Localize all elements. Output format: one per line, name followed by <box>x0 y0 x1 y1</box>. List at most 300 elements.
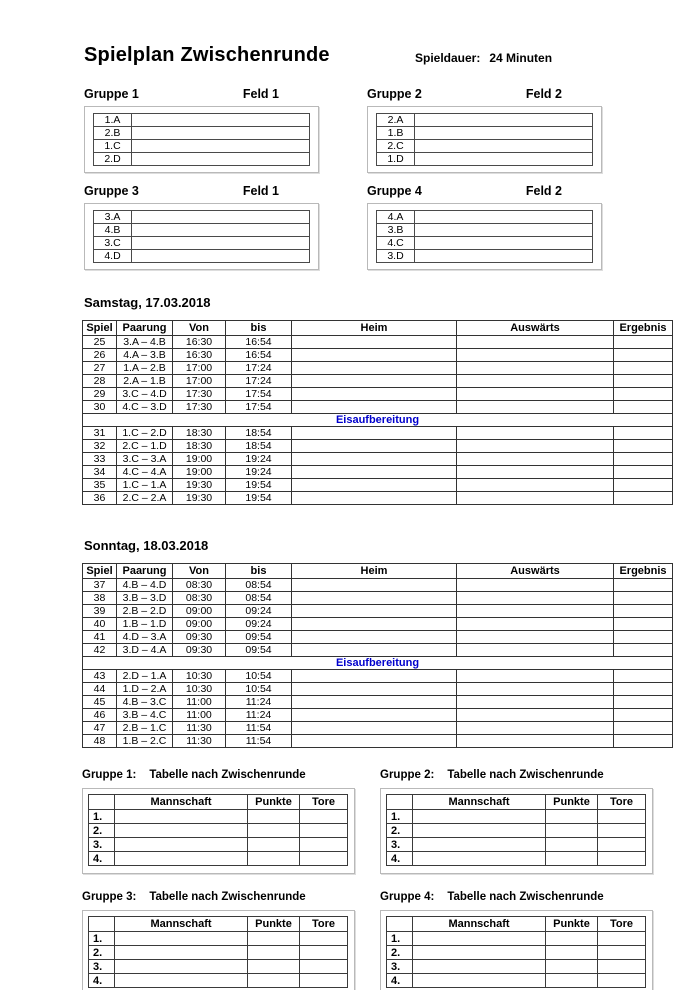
match-number-cell: 46 <box>83 709 117 722</box>
standings-header-row <box>89 917 348 932</box>
end-time-cell: 19:54 <box>226 479 292 492</box>
group-slot-row <box>377 224 593 237</box>
seed-label-cell: 1.A <box>94 114 132 127</box>
home-team-cell <box>292 349 457 362</box>
match-row <box>83 362 673 375</box>
start-time-cell: 09:00 <box>173 618 226 631</box>
standings-block <box>380 769 653 874</box>
column-header: bis <box>226 321 292 336</box>
column-header: Auswärts <box>457 564 614 579</box>
home-team-cell <box>292 440 457 453</box>
group-block <box>367 87 602 173</box>
goals-cell <box>598 974 646 988</box>
team-name-cell <box>132 114 310 127</box>
start-time-cell: 09:00 <box>173 605 226 618</box>
pairing-cell: 2.B – 2.D <box>117 605 173 618</box>
field-label: Feld 1 <box>242 184 279 198</box>
match-row <box>83 709 673 722</box>
team-cell <box>413 974 546 988</box>
standings-box <box>82 788 355 874</box>
rank-cell: 4. <box>387 852 413 866</box>
standings-title: Tabelle nach Zwischenrunde <box>149 769 306 781</box>
goals-cell <box>598 946 646 960</box>
pairing-cell: 4.B – 3.C <box>117 696 173 709</box>
home-team-cell <box>292 683 457 696</box>
end-time-cell: 10:54 <box>226 683 292 696</box>
rank-cell: 3. <box>89 960 115 974</box>
standings-group-label: Gruppe 2: <box>380 769 435 781</box>
team-name-cell <box>415 140 593 153</box>
end-time-cell: 11:24 <box>226 696 292 709</box>
end-time-cell: 17:54 <box>226 388 292 401</box>
team-name-cell <box>132 250 310 263</box>
ice-resurfacing-label: Eisaufbereitung <box>83 414 673 427</box>
match-number-cell: 36 <box>83 492 117 505</box>
group-slot-row <box>377 140 593 153</box>
column-header: Ergebnis <box>614 564 673 579</box>
result-cell <box>614 696 673 709</box>
team-name-cell <box>132 127 310 140</box>
seed-label-cell: 3.C <box>94 237 132 250</box>
rank-cell: 2. <box>89 824 115 838</box>
match-number-cell: 41 <box>83 631 117 644</box>
goals-cell <box>598 824 646 838</box>
match-number-cell: 27 <box>83 362 117 375</box>
match-number-cell: 38 <box>83 592 117 605</box>
rank-cell: 4. <box>89 852 115 866</box>
standings-header-cell: Punkte <box>248 795 300 810</box>
away-team-cell <box>457 683 614 696</box>
goals-cell <box>300 810 348 824</box>
group-slot-row <box>94 140 310 153</box>
standings-title: Tabelle nach Zwischenrunde <box>447 891 604 903</box>
group-slot-row <box>377 114 593 127</box>
match-row <box>83 336 673 349</box>
match-row <box>83 427 673 440</box>
pairing-cell: 2.A – 1.B <box>117 375 173 388</box>
group-heading <box>367 184 602 198</box>
team-cell <box>115 824 248 838</box>
team-cell <box>115 960 248 974</box>
field-label: Feld 2 <box>525 87 562 101</box>
group-slot-row <box>377 211 593 224</box>
home-team-cell <box>292 735 457 748</box>
team-name-cell <box>132 153 310 166</box>
rank-cell: 4. <box>89 974 115 988</box>
standings-row <box>89 810 348 824</box>
team-cell <box>413 960 546 974</box>
match-number-cell: 28 <box>83 375 117 388</box>
standings-table <box>88 916 348 988</box>
points-cell <box>546 932 598 946</box>
team-cell <box>413 946 546 960</box>
column-header: Ergebnis <box>614 321 673 336</box>
away-team-cell <box>457 709 614 722</box>
end-time-cell: 11:24 <box>226 709 292 722</box>
team-name-cell <box>132 140 310 153</box>
result-cell <box>614 644 673 657</box>
standings-header-cell: Mannschaft <box>413 917 546 932</box>
home-team-cell <box>292 696 457 709</box>
pairing-cell: 2.C – 1.D <box>117 440 173 453</box>
goals-cell <box>598 852 646 866</box>
away-team-cell <box>457 466 614 479</box>
home-team-cell <box>292 336 457 349</box>
match-number-cell: 26 <box>83 349 117 362</box>
seed-label-cell: 2.B <box>94 127 132 140</box>
end-time-cell: 16:54 <box>226 349 292 362</box>
match-row <box>83 605 673 618</box>
group-slot-table <box>376 113 593 166</box>
pairing-cell: 2.B – 1.C <box>117 722 173 735</box>
team-cell <box>115 810 248 824</box>
standings-row <box>387 838 646 852</box>
match-row <box>83 579 673 592</box>
home-team-cell <box>292 401 457 414</box>
group-heading <box>367 87 602 101</box>
pairing-cell: 2.D – 1.A <box>117 670 173 683</box>
match-number-cell: 39 <box>83 605 117 618</box>
rank-header-cell <box>387 795 413 810</box>
pairing-cell: 4.B – 4.D <box>117 579 173 592</box>
standings-header-cell: Mannschaft <box>413 795 546 810</box>
match-number-cell: 40 <box>83 618 117 631</box>
team-cell <box>413 932 546 946</box>
start-time-cell: 09:30 <box>173 644 226 657</box>
column-header: Heim <box>292 321 457 336</box>
away-team-cell <box>457 735 614 748</box>
pairing-cell: 1.B – 1.D <box>117 618 173 631</box>
start-time-cell: 10:30 <box>173 670 226 683</box>
start-time-cell: 08:30 <box>173 579 226 592</box>
match-row <box>83 722 673 735</box>
result-cell <box>614 388 673 401</box>
column-header: Spiel <box>83 321 117 336</box>
result-cell <box>614 349 673 362</box>
end-time-cell: 11:54 <box>226 735 292 748</box>
group-heading <box>84 87 319 101</box>
result-cell <box>614 375 673 388</box>
match-number-cell: 34 <box>83 466 117 479</box>
start-time-cell: 11:00 <box>173 709 226 722</box>
points-cell <box>546 838 598 852</box>
result-cell <box>614 605 673 618</box>
rank-cell: 3. <box>387 838 413 852</box>
goals-cell <box>300 946 348 960</box>
match-number-cell: 45 <box>83 696 117 709</box>
page-title: Spielplan Zwischenrunde <box>84 44 330 66</box>
team-name-cell <box>415 127 593 140</box>
points-cell <box>248 974 300 988</box>
end-time-cell: 19:24 <box>226 466 292 479</box>
team-name-cell <box>132 211 310 224</box>
points-cell <box>546 824 598 838</box>
standings-row <box>89 974 348 988</box>
standings-block <box>82 891 355 990</box>
end-time-cell: 09:24 <box>226 605 292 618</box>
standings-row <box>89 946 348 960</box>
team-cell <box>115 932 248 946</box>
standings-row <box>89 960 348 974</box>
rank-cell: 2. <box>387 946 413 960</box>
schedule-header-row <box>83 321 673 336</box>
end-time-cell: 17:54 <box>226 401 292 414</box>
home-team-cell <box>292 709 457 722</box>
away-team-cell <box>457 670 614 683</box>
away-team-cell <box>457 388 614 401</box>
away-team-cell <box>457 579 614 592</box>
pairing-cell: 3.B – 4.C <box>117 709 173 722</box>
match-row <box>83 388 673 401</box>
points-cell <box>248 852 300 866</box>
standings-table <box>88 794 348 866</box>
group-slot-table <box>93 210 310 263</box>
pairing-cell: 4.D – 3.A <box>117 631 173 644</box>
start-time-cell: 17:00 <box>173 375 226 388</box>
team-name-cell <box>415 250 593 263</box>
seed-label-cell: 2.A <box>377 114 415 127</box>
group-slot-row <box>377 237 593 250</box>
seed-label-cell: 4.B <box>94 224 132 237</box>
match-row <box>83 631 673 644</box>
pairing-cell: 1.A – 2.B <box>117 362 173 375</box>
match-number-cell: 31 <box>83 427 117 440</box>
group-block <box>84 87 319 173</box>
group-slot-row <box>94 237 310 250</box>
standings-block <box>380 891 653 990</box>
group-assignments <box>84 87 700 270</box>
column-header: Von <box>173 564 226 579</box>
seed-label-cell: 1.D <box>377 153 415 166</box>
rank-cell: 3. <box>89 838 115 852</box>
group-name: Gruppe 3 <box>84 184 139 198</box>
schedule-table <box>82 320 673 505</box>
day-heading: Samstag, 17.03.2018 <box>84 295 211 310</box>
group-slot-table <box>376 210 593 263</box>
group-box <box>84 203 319 270</box>
game-duration-label: Spieldauer: <box>415 51 481 65</box>
away-team-cell <box>457 479 614 492</box>
start-time-cell: 17:00 <box>173 362 226 375</box>
pairing-cell: 3.C – 3.A <box>117 453 173 466</box>
home-team-cell <box>292 492 457 505</box>
match-row <box>83 592 673 605</box>
standings-row <box>89 838 348 852</box>
result-cell <box>614 336 673 349</box>
standings-header-cell: Mannschaft <box>115 795 248 810</box>
goals-cell <box>598 960 646 974</box>
standings-title: Tabelle nach Zwischenrunde <box>447 769 604 781</box>
match-number-cell: 25 <box>83 336 117 349</box>
standings-header-cell: Tore <box>598 795 646 810</box>
match-row <box>83 670 673 683</box>
result-cell <box>614 579 673 592</box>
team-cell <box>413 838 546 852</box>
result-cell <box>614 440 673 453</box>
match-number-cell: 43 <box>83 670 117 683</box>
team-name-cell <box>132 237 310 250</box>
home-team-cell <box>292 579 457 592</box>
standings-header-cell: Mannschaft <box>115 917 248 932</box>
seed-label-cell: 4.C <box>377 237 415 250</box>
match-number-cell: 42 <box>83 644 117 657</box>
seed-label-cell: 2.C <box>377 140 415 153</box>
end-time-cell: 11:54 <box>226 722 292 735</box>
team-cell <box>413 824 546 838</box>
column-header: Heim <box>292 564 457 579</box>
result-cell <box>614 453 673 466</box>
match-number-cell: 47 <box>83 722 117 735</box>
away-team-cell <box>457 375 614 388</box>
day-heading: Sonntag, 18.03.2018 <box>84 538 209 553</box>
standings-row <box>387 852 646 866</box>
start-time-cell: 16:30 <box>173 349 226 362</box>
match-row <box>83 735 673 748</box>
result-cell <box>614 631 673 644</box>
team-cell <box>115 838 248 852</box>
team-name-cell <box>415 211 593 224</box>
home-team-cell <box>292 605 457 618</box>
group-slot-table <box>93 113 310 166</box>
result-cell <box>614 466 673 479</box>
seed-label-cell: 4.A <box>377 211 415 224</box>
seed-label-cell: 1.C <box>94 140 132 153</box>
schedule-table <box>82 563 673 748</box>
standings-header-cell: Punkte <box>546 795 598 810</box>
standings-heading <box>380 769 653 781</box>
standings-table <box>386 794 646 866</box>
group-slot-row <box>94 224 310 237</box>
team-cell <box>413 810 546 824</box>
points-cell <box>546 974 598 988</box>
start-time-cell: 19:30 <box>173 492 226 505</box>
home-team-cell <box>292 592 457 605</box>
pairing-cell: 4.C – 3.D <box>117 401 173 414</box>
column-header: Paarung <box>117 564 173 579</box>
standings-section <box>82 769 700 990</box>
group-slot-row <box>94 211 310 224</box>
goals-cell <box>300 974 348 988</box>
field-label: Feld 2 <box>525 184 562 198</box>
column-header: Paarung <box>117 321 173 336</box>
match-row <box>83 479 673 492</box>
team-name-cell <box>415 237 593 250</box>
standings-row <box>89 852 348 866</box>
group-slot-row <box>377 153 593 166</box>
group-slot-row <box>94 127 310 140</box>
pairing-cell: 3.C – 4.D <box>117 388 173 401</box>
group-slot-row <box>94 114 310 127</box>
group-box <box>367 203 602 270</box>
goals-cell <box>598 810 646 824</box>
standings-group-label: Gruppe 1: <box>82 769 137 781</box>
end-time-cell: 09:24 <box>226 618 292 631</box>
match-number-cell: 48 <box>83 735 117 748</box>
standings-row <box>387 824 646 838</box>
standings-heading <box>82 891 355 903</box>
home-team-cell <box>292 466 457 479</box>
match-number-cell: 35 <box>83 479 117 492</box>
game-duration-value: 24 Minuten <box>489 51 553 65</box>
points-cell <box>546 852 598 866</box>
match-row <box>83 618 673 631</box>
standings-header-cell: Punkte <box>546 917 598 932</box>
standings-row <box>89 824 348 838</box>
away-team-cell <box>457 492 614 505</box>
rank-cell: 1. <box>89 932 115 946</box>
home-team-cell <box>292 644 457 657</box>
standings-row <box>387 932 646 946</box>
away-team-cell <box>457 618 614 631</box>
away-team-cell <box>457 336 614 349</box>
points-cell <box>248 960 300 974</box>
end-time-cell: 09:54 <box>226 644 292 657</box>
start-time-cell: 17:30 <box>173 388 226 401</box>
seed-label-cell: 2.D <box>94 153 132 166</box>
pairing-cell: 3.A – 4.B <box>117 336 173 349</box>
points-cell <box>248 810 300 824</box>
end-time-cell: 17:24 <box>226 375 292 388</box>
standings-title: Tabelle nach Zwischenrunde <box>149 891 306 903</box>
result-cell <box>614 479 673 492</box>
start-time-cell: 16:30 <box>173 336 226 349</box>
document-header <box>84 44 700 70</box>
away-team-cell <box>457 440 614 453</box>
standings-header-cell: Tore <box>300 795 348 810</box>
group-name: Gruppe 1 <box>84 87 139 101</box>
end-time-cell: 19:24 <box>226 453 292 466</box>
away-team-cell <box>457 427 614 440</box>
standings-header-cell: Punkte <box>248 917 300 932</box>
standings-group-label: Gruppe 4: <box>380 891 435 903</box>
pairing-cell: 1.C – 2.D <box>117 427 173 440</box>
rank-cell: 2. <box>387 824 413 838</box>
pairing-cell: 3.D – 4.A <box>117 644 173 657</box>
points-cell <box>546 946 598 960</box>
points-cell <box>546 810 598 824</box>
home-team-cell <box>292 453 457 466</box>
standings-box <box>82 910 355 990</box>
home-team-cell <box>292 362 457 375</box>
start-time-cell: 11:00 <box>173 696 226 709</box>
result-cell <box>614 670 673 683</box>
home-team-cell <box>292 670 457 683</box>
match-row <box>83 375 673 388</box>
match-row <box>83 683 673 696</box>
day-section <box>0 538 700 748</box>
standings-row <box>89 932 348 946</box>
column-header: Auswärts <box>457 321 614 336</box>
seed-label-cell: 3.A <box>94 211 132 224</box>
standings-row <box>387 974 646 988</box>
rank-header-cell <box>89 795 115 810</box>
rank-cell: 2. <box>89 946 115 960</box>
group-box <box>367 106 602 173</box>
match-number-cell: 32 <box>83 440 117 453</box>
points-cell <box>248 946 300 960</box>
rank-cell: 1. <box>89 810 115 824</box>
group-name: Gruppe 2 <box>367 87 422 101</box>
result-cell <box>614 722 673 735</box>
group-slot-row <box>94 250 310 263</box>
team-cell <box>115 946 248 960</box>
home-team-cell <box>292 618 457 631</box>
standings-group-label: Gruppe 3: <box>82 891 137 903</box>
points-cell <box>248 838 300 852</box>
start-time-cell: 19:00 <box>173 466 226 479</box>
away-team-cell <box>457 696 614 709</box>
result-cell <box>614 492 673 505</box>
